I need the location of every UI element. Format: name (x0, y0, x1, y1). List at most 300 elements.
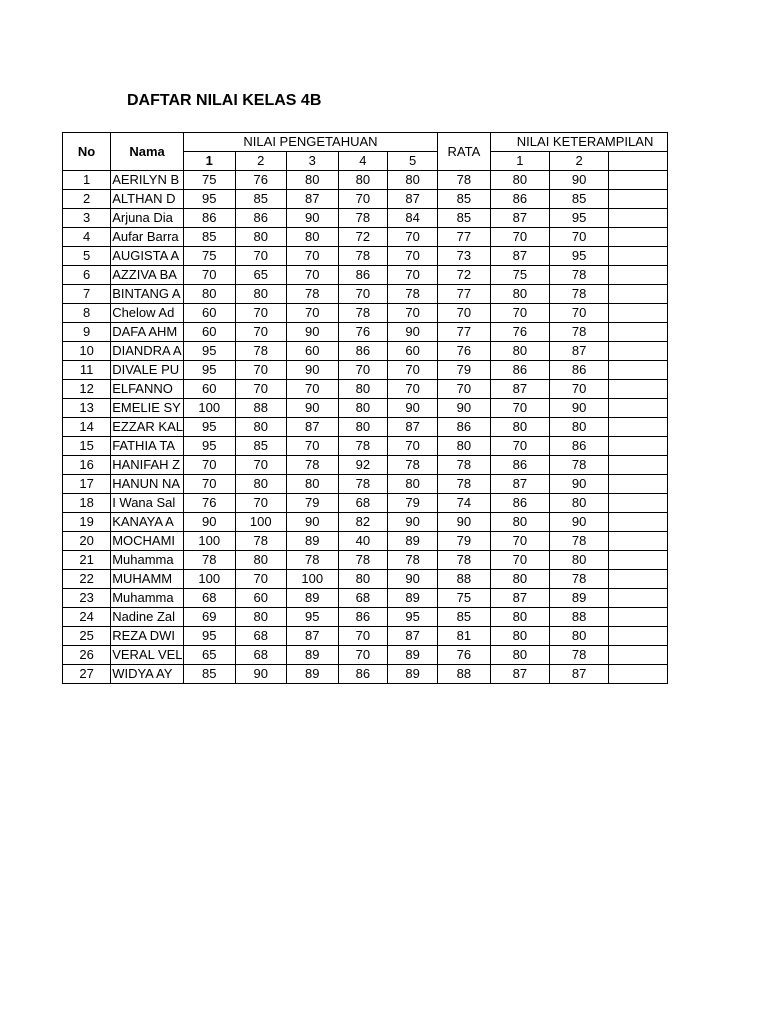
cell-nilai-pengetahuan: 95 (183, 627, 235, 646)
cell-nilai-pengetahuan: 84 (388, 209, 438, 228)
cell-nilai-keterampilan: 88 (550, 608, 609, 627)
cell-nilai-pengetahuan: 87 (287, 190, 339, 209)
cell-empty (609, 247, 668, 266)
cell-nilai-pengetahuan: 82 (338, 513, 388, 532)
cell-nilai-pengetahuan: 65 (235, 266, 287, 285)
cell-nilai-keterampilan: 86 (490, 190, 549, 209)
page-title: DAFTAR NILAI KELAS 4B (127, 92, 322, 109)
cell-nilai-keterampilan: 90 (550, 171, 609, 190)
cell-nilai-pengetahuan: 78 (338, 247, 388, 266)
cell-rata: 72 (437, 266, 490, 285)
cell-nama: MOCHAMI (111, 532, 184, 551)
cell-rata: 78 (437, 475, 490, 494)
cell-empty (609, 475, 668, 494)
cell-nilai-keterampilan: 70 (490, 228, 549, 247)
cell-nilai-keterampilan: 80 (550, 418, 609, 437)
cell-no: 22 (63, 570, 111, 589)
table-row (63, 171, 668, 190)
cell-empty (609, 209, 668, 228)
cell-nilai-pengetahuan: 90 (287, 399, 339, 418)
table-header (63, 133, 668, 171)
cell-nilai-pengetahuan: 75 (183, 247, 235, 266)
cell-nilai-keterampilan: 80 (490, 342, 549, 361)
table-row (63, 247, 668, 266)
cell-nilai-keterampilan: 78 (550, 266, 609, 285)
cell-nilai-pengetahuan: 60 (287, 342, 339, 361)
cell-nilai-pengetahuan: 89 (388, 589, 438, 608)
cell-no: 19 (63, 513, 111, 532)
cell-nilai-pengetahuan: 68 (338, 494, 388, 513)
cell-nilai-pengetahuan: 78 (338, 475, 388, 494)
cell-no: 27 (63, 665, 111, 684)
cell-nilai-keterampilan: 87 (550, 342, 609, 361)
cell-nilai-keterampilan: 70 (490, 437, 549, 456)
cell-nilai-pengetahuan: 78 (235, 342, 287, 361)
cell-no: 8 (63, 304, 111, 323)
cell-nilai-pengetahuan: 80 (235, 228, 287, 247)
cell-nilai-pengetahuan: 80 (235, 608, 287, 627)
cell-nama: EZZAR KAL (111, 418, 184, 437)
cell-nama: KANAYA A (111, 513, 184, 532)
cell-nilai-keterampilan: 95 (550, 247, 609, 266)
cell-nilai-pengetahuan: 70 (388, 247, 438, 266)
cell-nilai-keterampilan: 90 (550, 399, 609, 418)
table-row (63, 437, 668, 456)
cell-nama: HANIFAH Z (111, 456, 184, 475)
cell-nilai-pengetahuan: 100 (183, 399, 235, 418)
cell-empty (609, 608, 668, 627)
cell-nilai-pengetahuan: 85 (235, 437, 287, 456)
cell-rata: 78 (437, 551, 490, 570)
cell-no: 23 (63, 589, 111, 608)
cell-nilai-pengetahuan: 88 (235, 399, 287, 418)
cell-nilai-keterampilan: 80 (490, 171, 549, 190)
cell-nilai-pengetahuan: 78 (338, 304, 388, 323)
cell-nilai-pengetahuan: 90 (287, 513, 339, 532)
cell-nilai-pengetahuan: 78 (388, 551, 438, 570)
cell-empty (609, 342, 668, 361)
cell-rata: 77 (437, 285, 490, 304)
cell-nilai-keterampilan: 70 (490, 532, 549, 551)
cell-nilai-pengetahuan: 70 (388, 266, 438, 285)
cell-nilai-keterampilan: 95 (550, 209, 609, 228)
cell-nama: Aufar Barra (111, 228, 184, 247)
cell-nilai-pengetahuan: 100 (183, 532, 235, 551)
cell-nilai-pengetahuan: 90 (235, 665, 287, 684)
cell-nilai-pengetahuan: 80 (388, 171, 438, 190)
cell-nilai-pengetahuan: 95 (183, 190, 235, 209)
header-pengetahuan-col: 1 (183, 152, 235, 171)
cell-nilai-pengetahuan: 70 (338, 646, 388, 665)
cell-nilai-pengetahuan: 80 (338, 570, 388, 589)
cell-empty (609, 266, 668, 285)
cell-nilai-pengetahuan: 60 (183, 304, 235, 323)
cell-nilai-pengetahuan: 70 (235, 247, 287, 266)
cell-nilai-pengetahuan: 70 (388, 304, 438, 323)
cell-nilai-pengetahuan: 80 (338, 171, 388, 190)
cell-no: 25 (63, 627, 111, 646)
cell-nilai-pengetahuan: 90 (388, 399, 438, 418)
cell-no: 3 (63, 209, 111, 228)
cell-nilai-pengetahuan: 70 (235, 570, 287, 589)
table-body (63, 171, 668, 684)
cell-nilai-pengetahuan: 78 (235, 532, 287, 551)
cell-nilai-pengetahuan: 80 (287, 171, 339, 190)
cell-nilai-keterampilan: 80 (490, 570, 549, 589)
cell-nama: ELFANNO (111, 380, 184, 399)
cell-nilai-pengetahuan: 60 (388, 342, 438, 361)
cell-nilai-pengetahuan: 70 (235, 494, 287, 513)
cell-nilai-keterampilan: 80 (490, 285, 549, 304)
cell-nilai-pengetahuan: 85 (183, 665, 235, 684)
cell-no: 15 (63, 437, 111, 456)
header-pengetahuan-col: 5 (388, 152, 438, 171)
cell-nilai-pengetahuan: 78 (338, 551, 388, 570)
cell-nilai-pengetahuan: 89 (388, 532, 438, 551)
cell-nilai-keterampilan: 86 (550, 437, 609, 456)
cell-nilai-keterampilan: 70 (490, 551, 549, 570)
cell-nilai-keterampilan: 80 (490, 646, 549, 665)
cell-nilai-pengetahuan: 70 (338, 285, 388, 304)
cell-nilai-pengetahuan: 80 (338, 380, 388, 399)
cell-nilai-pengetahuan: 90 (287, 209, 339, 228)
cell-empty (609, 361, 668, 380)
cell-nilai-pengetahuan: 80 (235, 418, 287, 437)
cell-nilai-pengetahuan: 70 (287, 380, 339, 399)
cell-nilai-keterampilan: 75 (490, 266, 549, 285)
cell-nilai-pengetahuan: 87 (388, 627, 438, 646)
cell-rata: 79 (437, 532, 490, 551)
cell-nama: HANUN NA (111, 475, 184, 494)
cell-nilai-pengetahuan: 80 (388, 475, 438, 494)
cell-nilai-keterampilan: 86 (490, 361, 549, 380)
cell-nilai-pengetahuan: 80 (235, 285, 287, 304)
cell-nilai-pengetahuan: 68 (235, 627, 287, 646)
cell-nama: DAFA AHM (111, 323, 184, 342)
cell-empty (609, 418, 668, 437)
cell-empty (609, 171, 668, 190)
cell-nilai-pengetahuan: 68 (183, 589, 235, 608)
cell-empty (609, 456, 668, 475)
cell-nilai-pengetahuan: 75 (183, 171, 235, 190)
cell-nilai-pengetahuan: 60 (183, 380, 235, 399)
cell-rata: 88 (437, 665, 490, 684)
cell-empty (609, 665, 668, 684)
cell-nilai-keterampilan: 85 (550, 190, 609, 209)
cell-empty (609, 513, 668, 532)
cell-nilai-pengetahuan: 87 (287, 627, 339, 646)
cell-nilai-pengetahuan: 86 (338, 608, 388, 627)
cell-nilai-pengetahuan: 70 (287, 304, 339, 323)
cell-empty (609, 570, 668, 589)
cell-nilai-pengetahuan: 92 (338, 456, 388, 475)
cell-no: 12 (63, 380, 111, 399)
cell-no: 20 (63, 532, 111, 551)
cell-nilai-keterampilan: 87 (550, 665, 609, 684)
cell-nama: DIANDRA A (111, 342, 184, 361)
header-pengetahuan-col: 2 (235, 152, 287, 171)
table-row (63, 608, 668, 627)
cell-rata: 77 (437, 228, 490, 247)
cell-no: 9 (63, 323, 111, 342)
cell-nilai-keterampilan: 70 (550, 304, 609, 323)
cell-nama: Nadine Zal (111, 608, 184, 627)
cell-nilai-keterampilan: 78 (550, 532, 609, 551)
cell-nilai-pengetahuan: 70 (287, 437, 339, 456)
cell-nilai-pengetahuan: 78 (338, 437, 388, 456)
cell-nama: FATHIA TA (111, 437, 184, 456)
cell-empty (609, 228, 668, 247)
cell-nilai-pengetahuan: 100 (287, 570, 339, 589)
table-row (63, 513, 668, 532)
cell-nilai-keterampilan: 86 (550, 361, 609, 380)
table-row (63, 285, 668, 304)
header-keterampilan-col: 1 (490, 152, 549, 171)
cell-nilai-pengetahuan: 70 (235, 380, 287, 399)
cell-nilai-keterampilan: 70 (490, 304, 549, 323)
cell-nilai-pengetahuan: 80 (183, 285, 235, 304)
cell-nilai-keterampilan: 80 (550, 551, 609, 570)
cell-nilai-pengetahuan: 86 (235, 209, 287, 228)
cell-nama: DIVALE PU (111, 361, 184, 380)
cell-nilai-pengetahuan: 90 (388, 513, 438, 532)
cell-nilai-pengetahuan: 70 (183, 475, 235, 494)
table-row (63, 570, 668, 589)
cell-nilai-pengetahuan: 89 (287, 646, 339, 665)
grades-table (62, 132, 668, 684)
cell-nilai-pengetahuan: 70 (338, 190, 388, 209)
table-row (63, 456, 668, 475)
cell-no: 6 (63, 266, 111, 285)
cell-empty (609, 494, 668, 513)
cell-nilai-pengetahuan: 95 (183, 437, 235, 456)
cell-nilai-pengetahuan: 70 (287, 247, 339, 266)
cell-empty (609, 399, 668, 418)
cell-nilai-keterampilan: 87 (490, 209, 549, 228)
header-pengetahuan-col: 3 (287, 152, 339, 171)
cell-nilai-pengetahuan: 80 (338, 399, 388, 418)
cell-empty (609, 437, 668, 456)
cell-rata: 90 (437, 399, 490, 418)
cell-empty (609, 380, 668, 399)
cell-nilai-pengetahuan: 78 (388, 285, 438, 304)
cell-nilai-keterampilan: 90 (550, 513, 609, 532)
header-no: No (63, 133, 111, 171)
cell-nilai-pengetahuan: 80 (235, 475, 287, 494)
cell-nilai-pengetahuan: 90 (388, 323, 438, 342)
cell-nilai-pengetahuan: 70 (183, 266, 235, 285)
header-rata: RATA (437, 133, 490, 171)
cell-nilai-pengetahuan: 100 (235, 513, 287, 532)
cell-nilai-pengetahuan: 90 (183, 513, 235, 532)
header-keterampilan-col: 2 (550, 152, 609, 171)
cell-rata: 75 (437, 589, 490, 608)
cell-empty (609, 323, 668, 342)
cell-nilai-keterampilan: 87 (490, 380, 549, 399)
cell-nilai-pengetahuan: 86 (183, 209, 235, 228)
cell-nilai-pengetahuan: 70 (338, 361, 388, 380)
cell-no: 11 (63, 361, 111, 380)
table-row (63, 361, 668, 380)
cell-nilai-keterampilan: 90 (550, 475, 609, 494)
cell-nilai-pengetahuan: 95 (183, 418, 235, 437)
table-row (63, 380, 668, 399)
cell-empty (609, 589, 668, 608)
cell-nilai-pengetahuan: 95 (287, 608, 339, 627)
cell-no: 24 (63, 608, 111, 627)
cell-nilai-pengetahuan: 100 (183, 570, 235, 589)
cell-nilai-keterampilan: 78 (550, 323, 609, 342)
cell-nama: Muhamma (111, 551, 184, 570)
cell-nilai-keterampilan: 87 (490, 665, 549, 684)
cell-nama: WIDYA AY (111, 665, 184, 684)
cell-nilai-keterampilan: 86 (490, 456, 549, 475)
header-nilai-keterampilan: NILAI KETERAMPILAN (490, 133, 667, 152)
cell-nilai-keterampilan: 78 (550, 456, 609, 475)
table-row (63, 589, 668, 608)
cell-nilai-pengetahuan: 89 (287, 589, 339, 608)
cell-nama: VERAL VEL (111, 646, 184, 665)
cell-rata: 79 (437, 361, 490, 380)
cell-rata: 81 (437, 627, 490, 646)
cell-nilai-pengetahuan: 89 (388, 665, 438, 684)
table-row (63, 209, 668, 228)
cell-nilai-pengetahuan: 70 (338, 627, 388, 646)
cell-nilai-keterampilan: 87 (490, 475, 549, 494)
cell-nilai-pengetahuan: 80 (287, 228, 339, 247)
cell-nilai-pengetahuan: 69 (183, 608, 235, 627)
table-row (63, 418, 668, 437)
cell-rata: 77 (437, 323, 490, 342)
cell-nama: I Wana Sal (111, 494, 184, 513)
cell-nilai-keterampilan: 87 (490, 247, 549, 266)
cell-nilai-pengetahuan: 70 (235, 361, 287, 380)
cell-nama: AERILYN B (111, 171, 184, 190)
header-pengetahuan-col: 4 (338, 152, 388, 171)
cell-nama: REZA DWI (111, 627, 184, 646)
cell-nilai-keterampilan: 87 (490, 589, 549, 608)
cell-nilai-pengetahuan: 78 (287, 456, 339, 475)
cell-nilai-pengetahuan: 95 (183, 361, 235, 380)
cell-rata: 78 (437, 171, 490, 190)
cell-nama: Muhamma (111, 589, 184, 608)
cell-nama: ALTHAN D (111, 190, 184, 209)
cell-empty (609, 285, 668, 304)
table-row (63, 665, 668, 684)
cell-nilai-pengetahuan: 60 (235, 589, 287, 608)
cell-nilai-pengetahuan: 70 (388, 361, 438, 380)
cell-nama: MUHAMM (111, 570, 184, 589)
cell-nilai-pengetahuan: 80 (287, 475, 339, 494)
cell-rata: 70 (437, 380, 490, 399)
cell-nilai-pengetahuan: 95 (183, 342, 235, 361)
cell-nilai-keterampilan: 80 (550, 627, 609, 646)
cell-nilai-pengetahuan: 78 (183, 551, 235, 570)
cell-nilai-pengetahuan: 90 (287, 323, 339, 342)
cell-nilai-pengetahuan: 90 (388, 570, 438, 589)
table-row (63, 646, 668, 665)
table-row (63, 399, 668, 418)
cell-nilai-pengetahuan: 70 (388, 437, 438, 456)
cell-no: 5 (63, 247, 111, 266)
cell-nilai-pengetahuan: 65 (183, 646, 235, 665)
cell-nilai-pengetahuan: 80 (235, 551, 287, 570)
cell-rata: 88 (437, 570, 490, 589)
cell-nilai-keterampilan: 78 (550, 570, 609, 589)
cell-nilai-pengetahuan: 87 (388, 418, 438, 437)
cell-rata: 76 (437, 342, 490, 361)
cell-rata: 85 (437, 608, 490, 627)
cell-nama: EMELIE SY (111, 399, 184, 418)
header-keterampilan-col-empty (609, 152, 668, 171)
cell-nilai-keterampilan: 70 (550, 228, 609, 247)
header-nilai-pengetahuan: NILAI PENGETAHUAN (183, 133, 437, 152)
cell-nilai-pengetahuan: 80 (338, 418, 388, 437)
table-row (63, 494, 668, 513)
cell-nilai-pengetahuan: 78 (287, 285, 339, 304)
cell-no: 21 (63, 551, 111, 570)
table-row (63, 551, 668, 570)
cell-no: 1 (63, 171, 111, 190)
table-row (63, 190, 668, 209)
cell-no: 18 (63, 494, 111, 513)
cell-nilai-pengetahuan: 70 (235, 304, 287, 323)
cell-nilai-pengetahuan: 89 (287, 665, 339, 684)
cell-rata: 76 (437, 646, 490, 665)
cell-nilai-pengetahuan: 76 (338, 323, 388, 342)
cell-nilai-pengetahuan: 89 (287, 532, 339, 551)
table-row (63, 266, 668, 285)
cell-nilai-pengetahuan: 85 (183, 228, 235, 247)
cell-nilai-pengetahuan: 68 (338, 589, 388, 608)
cell-rata: 73 (437, 247, 490, 266)
cell-nilai-keterampilan: 78 (550, 646, 609, 665)
cell-empty (609, 551, 668, 570)
cell-nilai-keterampilan: 89 (550, 589, 609, 608)
cell-nilai-pengetahuan: 79 (388, 494, 438, 513)
cell-nilai-pengetahuan: 89 (388, 646, 438, 665)
cell-rata: 70 (437, 304, 490, 323)
cell-rata: 90 (437, 513, 490, 532)
cell-nilai-keterampilan: 80 (490, 608, 549, 627)
cell-nilai-pengetahuan: 86 (338, 342, 388, 361)
cell-nama: Arjuna Dia (111, 209, 184, 228)
cell-nilai-pengetahuan: 78 (338, 209, 388, 228)
cell-no: 26 (63, 646, 111, 665)
cell-nilai-pengetahuan: 86 (338, 665, 388, 684)
cell-nama: Chelow Ad (111, 304, 184, 323)
cell-nilai-pengetahuan: 78 (287, 551, 339, 570)
cell-rata: 78 (437, 456, 490, 475)
cell-nilai-keterampilan: 80 (550, 494, 609, 513)
cell-nilai-keterampilan: 78 (550, 285, 609, 304)
cell-nilai-pengetahuan: 70 (183, 456, 235, 475)
table-row (63, 475, 668, 494)
cell-no: 7 (63, 285, 111, 304)
cell-empty (609, 646, 668, 665)
cell-nilai-keterampilan: 80 (490, 418, 549, 437)
cell-nama: BINTANG A (111, 285, 184, 304)
cell-nilai-pengetahuan: 40 (338, 532, 388, 551)
cell-nilai-pengetahuan: 95 (388, 608, 438, 627)
cell-nilai-keterampilan: 76 (490, 323, 549, 342)
cell-rata: 85 (437, 209, 490, 228)
cell-no: 10 (63, 342, 111, 361)
cell-nilai-pengetahuan: 79 (287, 494, 339, 513)
cell-nilai-pengetahuan: 70 (235, 456, 287, 475)
cell-nilai-keterampilan: 70 (550, 380, 609, 399)
cell-no: 16 (63, 456, 111, 475)
